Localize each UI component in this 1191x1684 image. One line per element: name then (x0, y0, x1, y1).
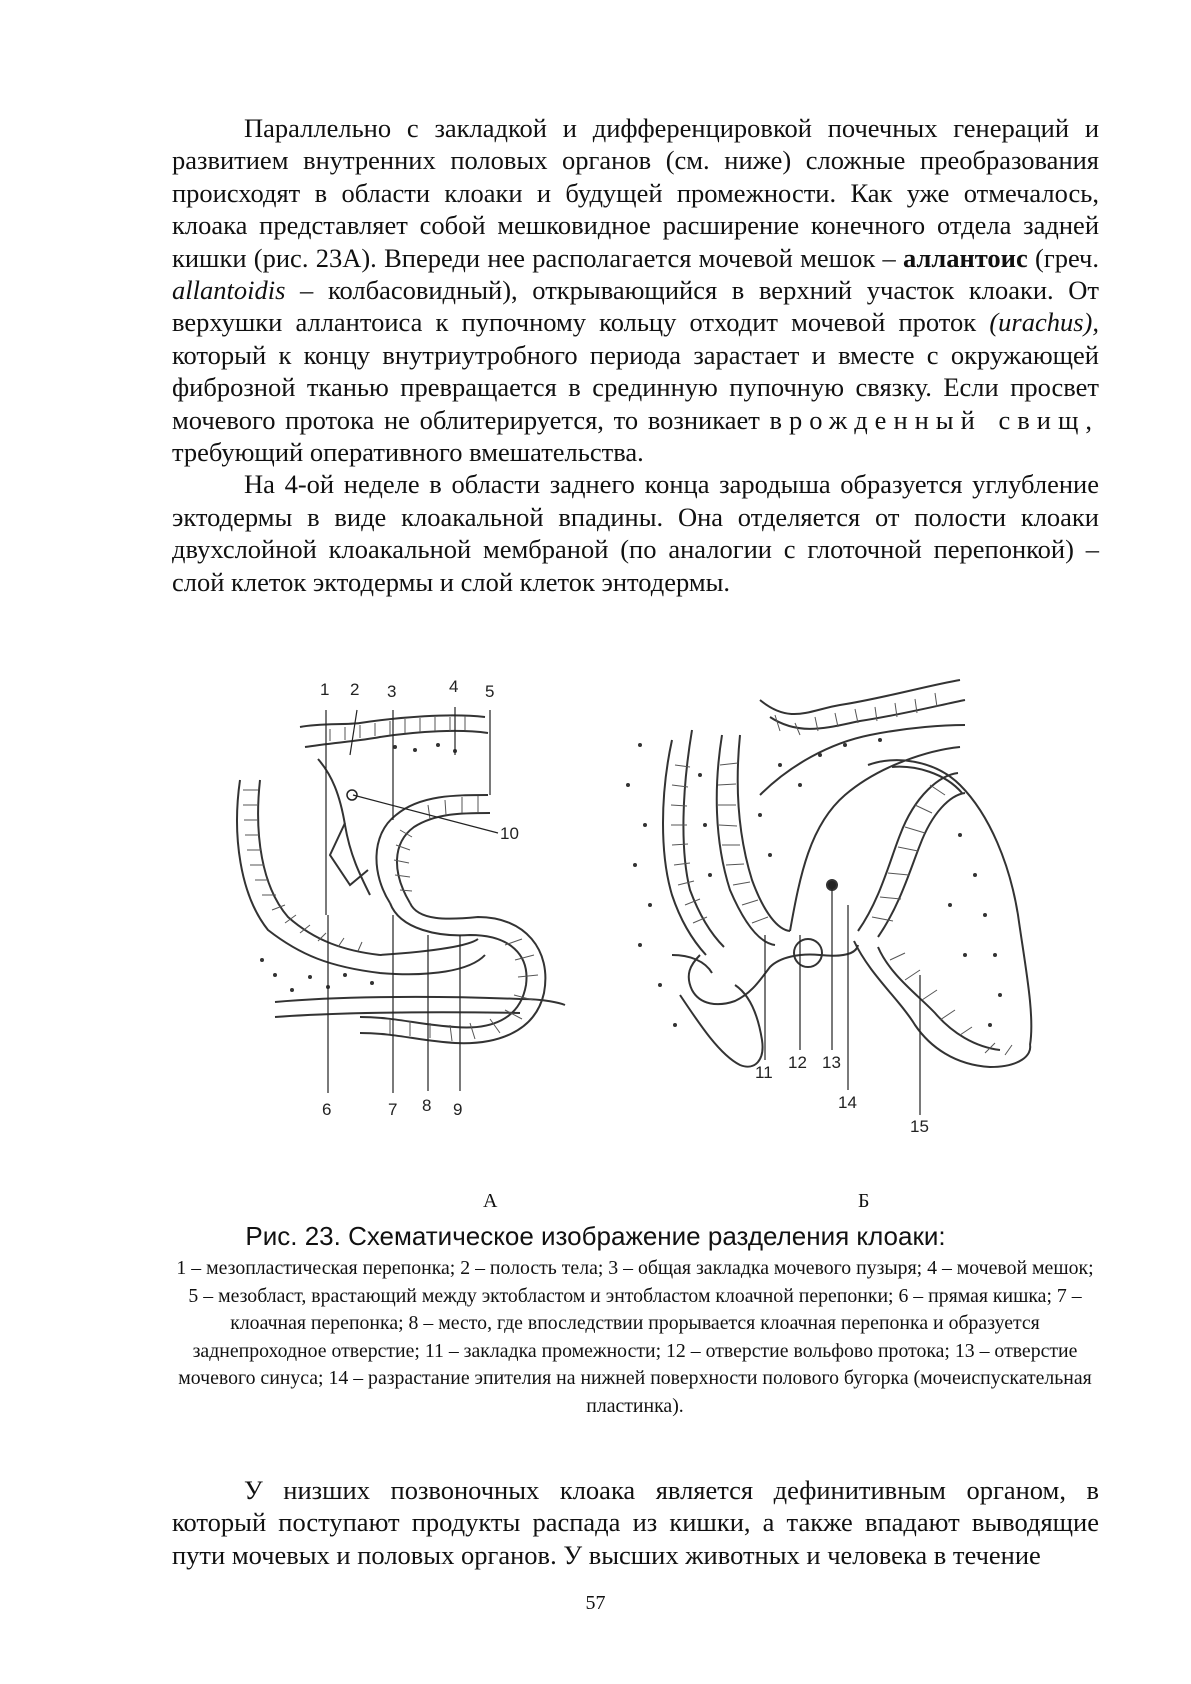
label-8: 8 (422, 1096, 432, 1115)
label-11: 11 (755, 1063, 773, 1082)
panel-b-letter: Б (858, 1190, 870, 1212)
label-7: 7 (388, 1100, 398, 1119)
page-number: 57 (585, 1592, 606, 1614)
label-6: 6 (322, 1100, 332, 1119)
panel-a-cells (243, 716, 538, 1041)
text-run: (греч. (1035, 242, 1099, 273)
point-10-marker (347, 790, 357, 800)
paragraph-1 (172, 112, 1099, 468)
term-urachus: (urachus), (989, 307, 1100, 338)
term-fistula: врожденный свищ, (769, 404, 1099, 435)
paragraph-2: На 4-ой неделе в области заднего конца зародыша образуется углубление эктодермы в виде клоакальной впадины. Она отделяется от полости клоаки двухслойной клоакальной мембраной (по аналогии с глоточной перепонкой) – слой клеток эктодермы и слой клеток энтодермы. (172, 469, 1099, 597)
panel-b-labels (755, 1053, 929, 1136)
term-allantois: аллантоис (903, 242, 1028, 273)
label-10: 10 (500, 824, 519, 843)
panel-a-letter: А (483, 1190, 498, 1212)
label-14: 14 (838, 1093, 857, 1112)
paragraph-3: У низших позвоночных клоака является дефинитивным органом, в который поступают продукты распада из кишки, а также впадают выводящие пути мочевых и половых органов. У высших животных и человека в течение (172, 1475, 1099, 1570)
label-9: 9 (453, 1100, 463, 1119)
panel-b-stipple (626, 738, 1002, 1027)
body-text-bottom (172, 1474, 1099, 1571)
label-4: 4 (449, 677, 459, 696)
figure-caption-title: Рис. 23. Схематическое изображение разделения клоаки: (245, 1221, 946, 1251)
text-run: который к концу внутриутробного периода зарастает и вместе с окружающей фиброзной тканью превращается в срединную пупочную связку. Если просвет мочевого протока не облитерируется, то возникает (172, 339, 1099, 435)
text-run: Параллельно с закладкой и дифференцировкой почечных генераций и развитием внутренних половых органов (см. ниже) сложные преобразования происходят в области клоаки и будущей промежности. Как уже отмечалось, клоака представляет собой мешковидное расширение конечного отдела задней кишки (рис. 23А). Впереди нее располагается мочевой мешок – (172, 113, 1099, 273)
panel-a-labels (320, 677, 519, 1119)
label-3: 3 (387, 682, 397, 701)
label-12: 12 (788, 1053, 807, 1072)
label-5: 5 (485, 682, 495, 701)
label-15: 15 (910, 1117, 929, 1136)
panel-a-drawing (237, 715, 565, 1043)
body-text-top (172, 112, 1099, 598)
panel-b-cells (671, 693, 1012, 1055)
panel-a-leaders (326, 707, 498, 1093)
label-2: 2 (350, 680, 360, 699)
cloaca-diagram (0, 655, 1191, 1175)
text-run: – колбасовидный), открывающийся в верхний участок клоаки. От верхушки аллантоиса к пупочному кольцу отходит мочевой проток (172, 275, 1100, 338)
term-allantoidis: allantoidis (172, 275, 286, 306)
label-1: 1 (320, 680, 330, 699)
figure-legend: 1 – мезопластическая перепонка; 2 – полость тела; 3 – общая закладка мочевого пузыря; 4 – мочевой мешок; 5 – мезобласт, врастающий между эктобластом и энтобластом клоачной перепонки; 6 – прямая кишка; 7 – клоачная перепонка; 8 – место, где впоследствии прорывается клоачная перепонка и образуется заднепроходное отверстие; 11 – закладка промежности; 12 – отверстие вольфово протока; 13 – отверстие мочевого синуса; 14 – разрастание эпителия на нижней поверхности полового бугорка (мочеиспускательная пластинка). (176, 1257, 1094, 1417)
text-run: требующий оперативного вмешательства. (172, 437, 644, 468)
figure-23 (0, 655, 1191, 1175)
label-13: 13 (822, 1053, 841, 1072)
